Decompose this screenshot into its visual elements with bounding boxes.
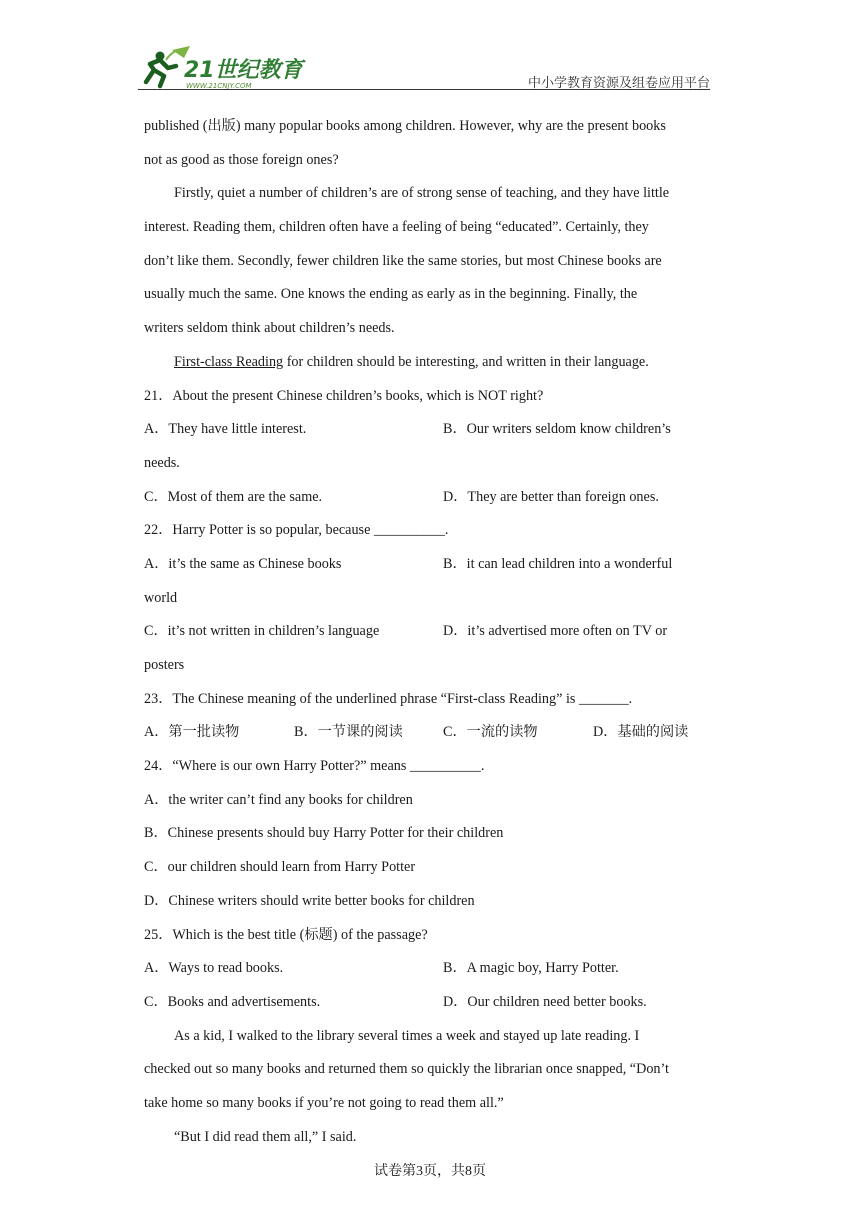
option-c[interactable]: C．our children should learn from Harry Potter — [144, 859, 416, 876]
option-a[interactable]: A．They have little interest. — [144, 421, 307, 438]
question-stem: 23．The Chinese meaning of the underlined phrase “First-class Reading” is _______. — [144, 690, 633, 707]
option-b[interactable]: B．Our writers seldom know children’s — [443, 421, 671, 438]
platform-name: 中小学教育资源及组卷应用平台 — [527, 76, 710, 91]
passage-line: As a kid, I walked to the library several times a week and stayed up late reading. I — [174, 1027, 640, 1044]
option-a[interactable]: A．it’s the same as Chinese books — [144, 555, 342, 572]
option-d[interactable]: D．基础的阅读 — [593, 724, 689, 741]
passage-line: Firstly, quiet a number of children’s are of strong sense of teaching, and they have little — [174, 185, 670, 202]
question-stem: 21．About the present Chinese children’s books, which is NOT right? — [144, 387, 544, 404]
underlined-phrase: First-class Reading — [174, 353, 284, 370]
option-d[interactable]: D．They are better than foreign ones. — [443, 488, 659, 505]
passage-line: writers seldom think about children’s needs. — [144, 320, 395, 337]
option-c[interactable]: C．一流的读物 — [443, 724, 538, 741]
option-d[interactable]: D．Chinese writers should write better books for children — [144, 892, 475, 909]
option-continuation: world — [144, 589, 178, 606]
question-stem: 22．Harry Potter is so popular, because __________. — [144, 522, 449, 539]
page-number: 试卷第3页，共8页 — [374, 1164, 486, 1179]
option-c[interactable]: C．it’s not written in children’s language — [144, 623, 380, 640]
logo-runner-icon — [138, 46, 313, 92]
passage-line: not as good as those foreign ones? — [144, 151, 339, 168]
option-b[interactable]: B．一节课的阅读 — [294, 724, 403, 741]
logo-text: 21世纪教育 — [184, 58, 303, 83]
option-row — [144, 986, 710, 1020]
passage-line: interest. Reading them, children often have a feeling of being “educated”. Certainly, they — [144, 219, 649, 236]
option-continuation: needs. — [144, 454, 180, 471]
option-a[interactable]: A．Ways to read books. — [144, 960, 284, 977]
passage-text: for children should be interesting, and written in their language. — [283, 353, 649, 370]
option-row — [144, 615, 710, 649]
page-header — [138, 40, 710, 90]
question-stem: 25．Which is the best title (标题) of the passage? — [144, 926, 428, 943]
option-c[interactable]: C．Most of them are the same. — [144, 488, 323, 505]
header-divider — [138, 89, 710, 90]
passage-line: published (出版) many popular books among children. However, why are the present books — [144, 118, 666, 134]
option-row — [144, 481, 710, 515]
option-row — [144, 413, 710, 447]
exam-content — [144, 110, 710, 1154]
passage-line: “But I did read them all,” I said. — [174, 1128, 357, 1145]
option-d[interactable]: D．it’s advertised more often on TV or — [443, 623, 668, 640]
option-d[interactable]: D．Our children need better books. — [443, 993, 647, 1010]
logo-url: WWW.21CNJY.COM — [186, 82, 252, 90]
option-a[interactable]: A．第一批读物 — [144, 724, 240, 741]
option-b[interactable]: B．Chinese presents should buy Harry Potter for their children — [144, 825, 504, 842]
option-row — [144, 952, 710, 986]
option-b[interactable]: B．A magic boy, Harry Potter. — [443, 960, 619, 977]
passage-line — [144, 346, 710, 380]
passage-line: take home so many books if you’re not going to read them all.” — [144, 1094, 504, 1111]
option-row — [144, 716, 710, 750]
site-logo[interactable] — [138, 46, 313, 92]
option-c[interactable]: C．Books and advertisements. — [144, 993, 321, 1010]
option-a[interactable]: A．the writer can’t find any books for children — [144, 791, 413, 808]
passage-line: don’t like them. Secondly, fewer children like the same stories, but most Chinese books are — [144, 252, 662, 269]
question-stem: 24．“Where is our own Harry Potter?” means __________. — [144, 758, 485, 775]
option-continuation: posters — [144, 657, 185, 673]
passage-line: checked out so many books and returned them so quickly the librarian once snapped, “Don’t — [144, 1061, 669, 1078]
passage-line: usually much the same. One knows the ending as early as in the beginning. Finally, the — [144, 286, 638, 303]
option-row — [144, 548, 710, 582]
option-b[interactable]: B．it can lead children into a wonderful — [443, 555, 673, 572]
